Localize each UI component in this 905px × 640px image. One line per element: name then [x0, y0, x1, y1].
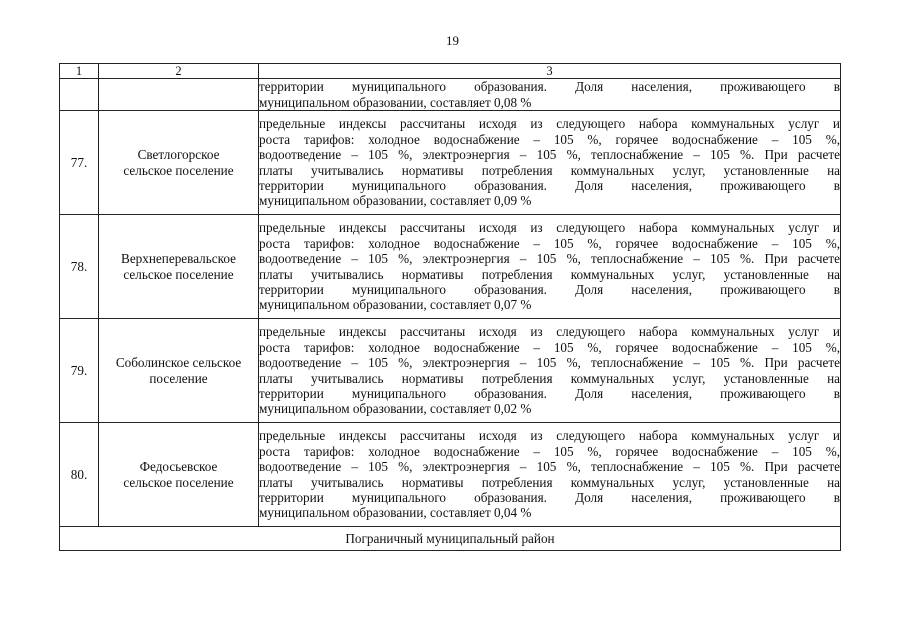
- description-line: территории муниципального образования. Доля населения, проживающего в: [259, 385, 840, 401]
- tariff-table: [59, 63, 841, 551]
- header-row: [60, 64, 841, 79]
- description-line: водоотведение – 105 %, электроэнергия – 105 %, теплоснабжение – 105 %. При расчете: [259, 355, 840, 371]
- description-line: платы учитывались нормативы потребления коммунальных услуг, установленные на: [259, 162, 840, 178]
- settlement-name-line: Светлогорское: [137, 147, 220, 163]
- description-line: муниципальном образовании, составляет 0,09 %: [259, 193, 532, 209]
- header-col-3: 3: [259, 64, 841, 79]
- description-line: предельные индексы рассчитаны исходя из следующего набора коммунальных услуг и: [259, 116, 840, 132]
- description-line: территории муниципального образования. Доля населения, проживающего в: [259, 177, 840, 193]
- description-line: роста тарифов: холодное водоснабжение – 105 %, горячее водоснабжение – 105 %,: [259, 339, 840, 355]
- row-description: [259, 111, 841, 215]
- description-line: предельные индексы рассчитаны исходя из следующего набора коммунальных услуг и: [259, 428, 840, 444]
- settlement-name: [99, 111, 259, 215]
- description-line: предельные индексы рассчитаны исходя из следующего набора коммунальных услуг и: [259, 220, 840, 236]
- settlement-name: [99, 79, 259, 111]
- settlement-name: [99, 423, 259, 527]
- row-description: [259, 79, 841, 111]
- description-line: роста тарифов: холодное водоснабжение – 105 %, горячее водоснабжение – 105 %,: [259, 443, 840, 459]
- row-description: [259, 215, 841, 319]
- settlement-name-line: сельское поселение: [123, 266, 234, 282]
- table-row: [60, 319, 841, 423]
- row-description: [259, 319, 841, 423]
- table-row: [60, 423, 841, 527]
- row-number: [60, 79, 99, 111]
- page-number: 19: [446, 33, 459, 48]
- settlement-name-line: поселение: [149, 370, 208, 386]
- row-number: 79.: [60, 319, 99, 423]
- description-line: предельные индексы рассчитаны исходя из следующего набора коммунальных услуг и: [259, 324, 840, 340]
- header-col-2: 2: [99, 64, 259, 79]
- description-line: роста тарифов: холодное водоснабжение – 105 %, горячее водоснабжение – 105 %,: [259, 235, 840, 251]
- description-line: территории муниципального образования. Доля населения, проживающего в: [259, 281, 840, 297]
- description-line: водоотведение – 105 %, электроэнергия – 105 %, теплоснабжение – 105 %. При расчете: [259, 147, 840, 163]
- description-line: муниципальном образовании, составляет 0,07 %: [259, 297, 532, 313]
- description-line: платы учитывались нормативы потребления коммунальных услуг, установленные на: [259, 474, 840, 490]
- settlement-name-line: Верхнеперевальское: [121, 251, 236, 267]
- row-number: 80.: [60, 423, 99, 527]
- settlement-name-line: Соболинское сельское: [115, 355, 242, 371]
- row-number: 78.: [60, 215, 99, 319]
- description-line: водоотведение – 105 %, электроэнергия – 105 %, теплоснабжение – 105 %. При расчете: [259, 251, 840, 267]
- settlement-name-line: Федосьевское: [139, 459, 218, 475]
- row-description: [259, 423, 841, 527]
- district-label: Пограничный муниципальный район: [60, 527, 841, 551]
- description-line: водоотведение – 105 %, электроэнергия – 105 %, теплоснабжение – 105 %. При расчете: [259, 459, 840, 475]
- description-line: муниципальном образовании, составляет 0,02 %: [259, 401, 532, 417]
- description-line: территории муниципального образования. Доля населения, проживающего в: [259, 79, 840, 95]
- table-row: [60, 215, 841, 319]
- description-line: платы учитывались нормативы потребления коммунальных услуг, установленные на: [259, 266, 840, 282]
- description-line: территории муниципального образования. Доля населения, проживающего в: [259, 489, 840, 505]
- description-line: муниципальном образовании, составляет 0,08 %: [259, 94, 532, 110]
- description-line: муниципальном образовании, составляет 0,04 %: [259, 505, 532, 521]
- description-line: платы учитывались нормативы потребления коммунальных услуг, установленные на: [259, 370, 840, 386]
- table-row: [60, 111, 841, 215]
- settlement-name: [99, 319, 259, 423]
- continuation-row: [60, 79, 841, 111]
- district-row: [60, 527, 841, 551]
- header-col-1: 1: [60, 64, 99, 79]
- description-line: роста тарифов: холодное водоснабжение – 105 %, горячее водоснабжение – 105 %,: [259, 131, 840, 147]
- settlement-name: [99, 215, 259, 319]
- row-number: 77.: [60, 111, 99, 215]
- settlement-name-line: сельское поселение: [123, 162, 234, 178]
- settlement-name-line: сельское поселение: [123, 474, 234, 490]
